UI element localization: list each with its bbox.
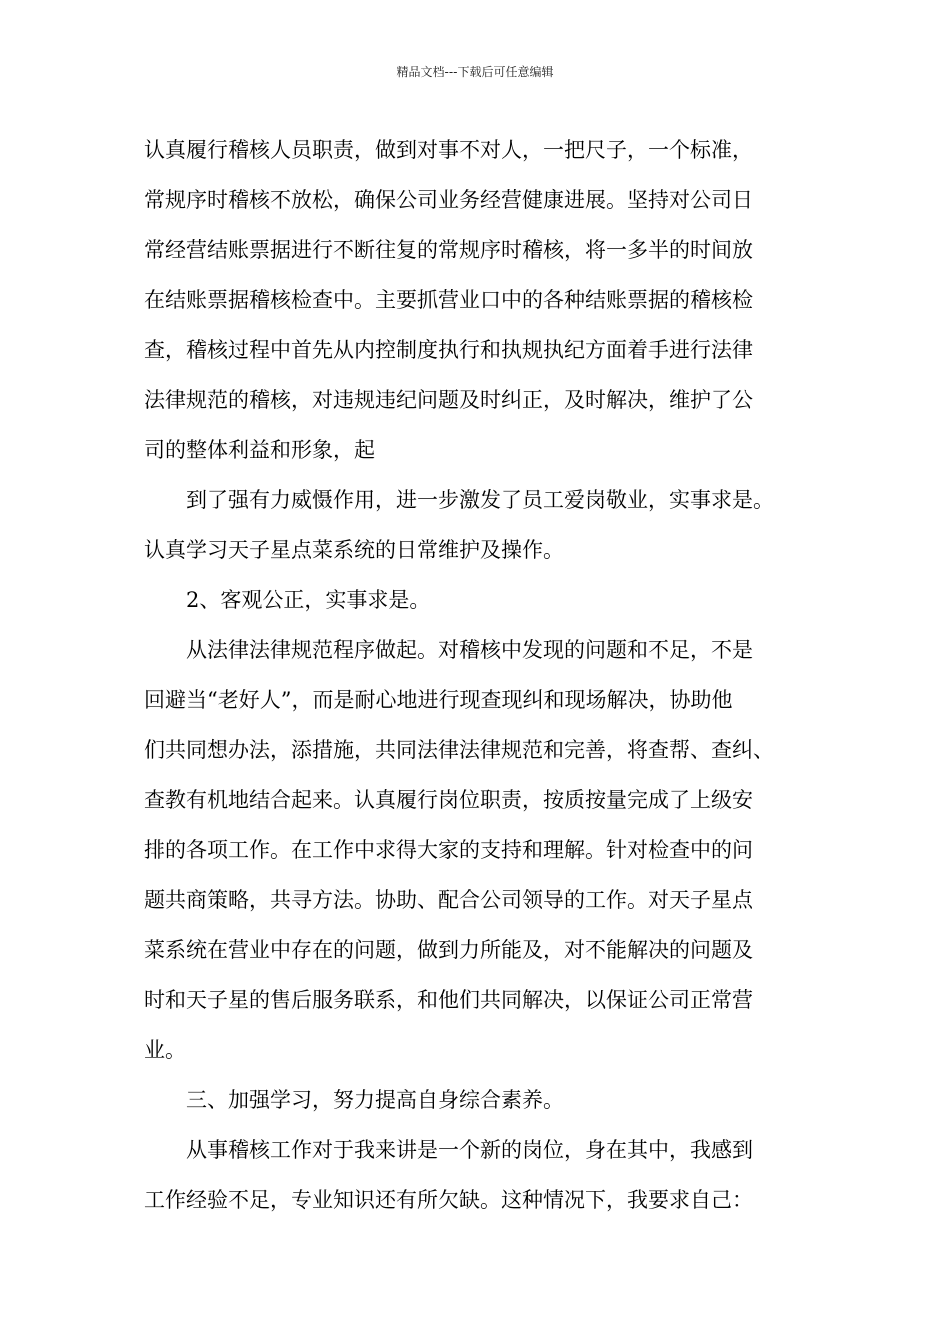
text-line: 菜系统在营业中存在的问题，做到力所能及，对不能解决的问题及 [144, 938, 753, 962]
text-line: 在结账票据稽核检查中。主要抓营业口中的各种结账票据的稽核检 [144, 288, 753, 312]
text-line: 排的各项工作。在工作中求得大家的支持和理解。针对检查中的问 [144, 838, 753, 862]
text-line: 到了强有力威慑作用，进一步激发了员工爱岗敬业，实事求是。 [186, 488, 774, 512]
text-line: 工作经验不足，专业知识还有所欠缺。这种情况下，我要求自己： [144, 1188, 753, 1212]
text-line: 认真履行稽核人员职责，做到对事不对人，一把尺子，一个标准， [144, 138, 753, 162]
text-line: 们共同想办法，添措施，共同法律法律规范和完善，将查帮、查纠、 [144, 738, 774, 762]
section-heading: 2、客观公正，实事求是。 [186, 588, 431, 612]
text-line: 认真学习天子星点菜系统的日常维护及操作。 [144, 538, 564, 562]
text-line: 查教有机地结合起来。认真履行岗位职责，按质按量完成了上级安 [144, 788, 753, 812]
document-body [144, 125, 824, 1225]
text-line: 查，稽核过程中首先从内控制度执行和执规执纪方面着手进行法律 [144, 338, 753, 362]
section-heading: 三、加强学习，努力提高自身综合素养。 [186, 1088, 564, 1112]
text-line: 司的整体利益和形象，起 [144, 438, 375, 462]
text-line: 从法律法律规范程序做起。对稽核中发现的问题和不足，不是 [186, 638, 753, 662]
text-line: 业。 [144, 1038, 186, 1062]
text-line: 回避当“老好人”，而是耐心地进行现查现纠和现场解决，协助他 [144, 688, 733, 712]
text-line: 常经营结账票据进行不断往复的常规序时稽核，将一多半的时间放 [144, 238, 753, 262]
text-line: 常规序时稽核不放松，确保公司业务经营健康进展。坚持对公司日 [144, 188, 753, 212]
text-line: 题共商策略，共寻方法。协助、配合公司领导的工作。对天子星点 [144, 888, 753, 912]
page-header: 精品文档---下载后可任意编辑 [396, 65, 554, 79]
text-line: 时和天子星的售后服务联系，和他们共同解决，以保证公司正常营 [144, 988, 753, 1012]
text-line: 法律规范的稽核，对违规违纪问题及时纠正，及时解决，维护了公 [144, 388, 753, 412]
text-line: 从事稽核工作对于我来讲是一个新的岗位，身在其中，我感到 [186, 1138, 753, 1162]
